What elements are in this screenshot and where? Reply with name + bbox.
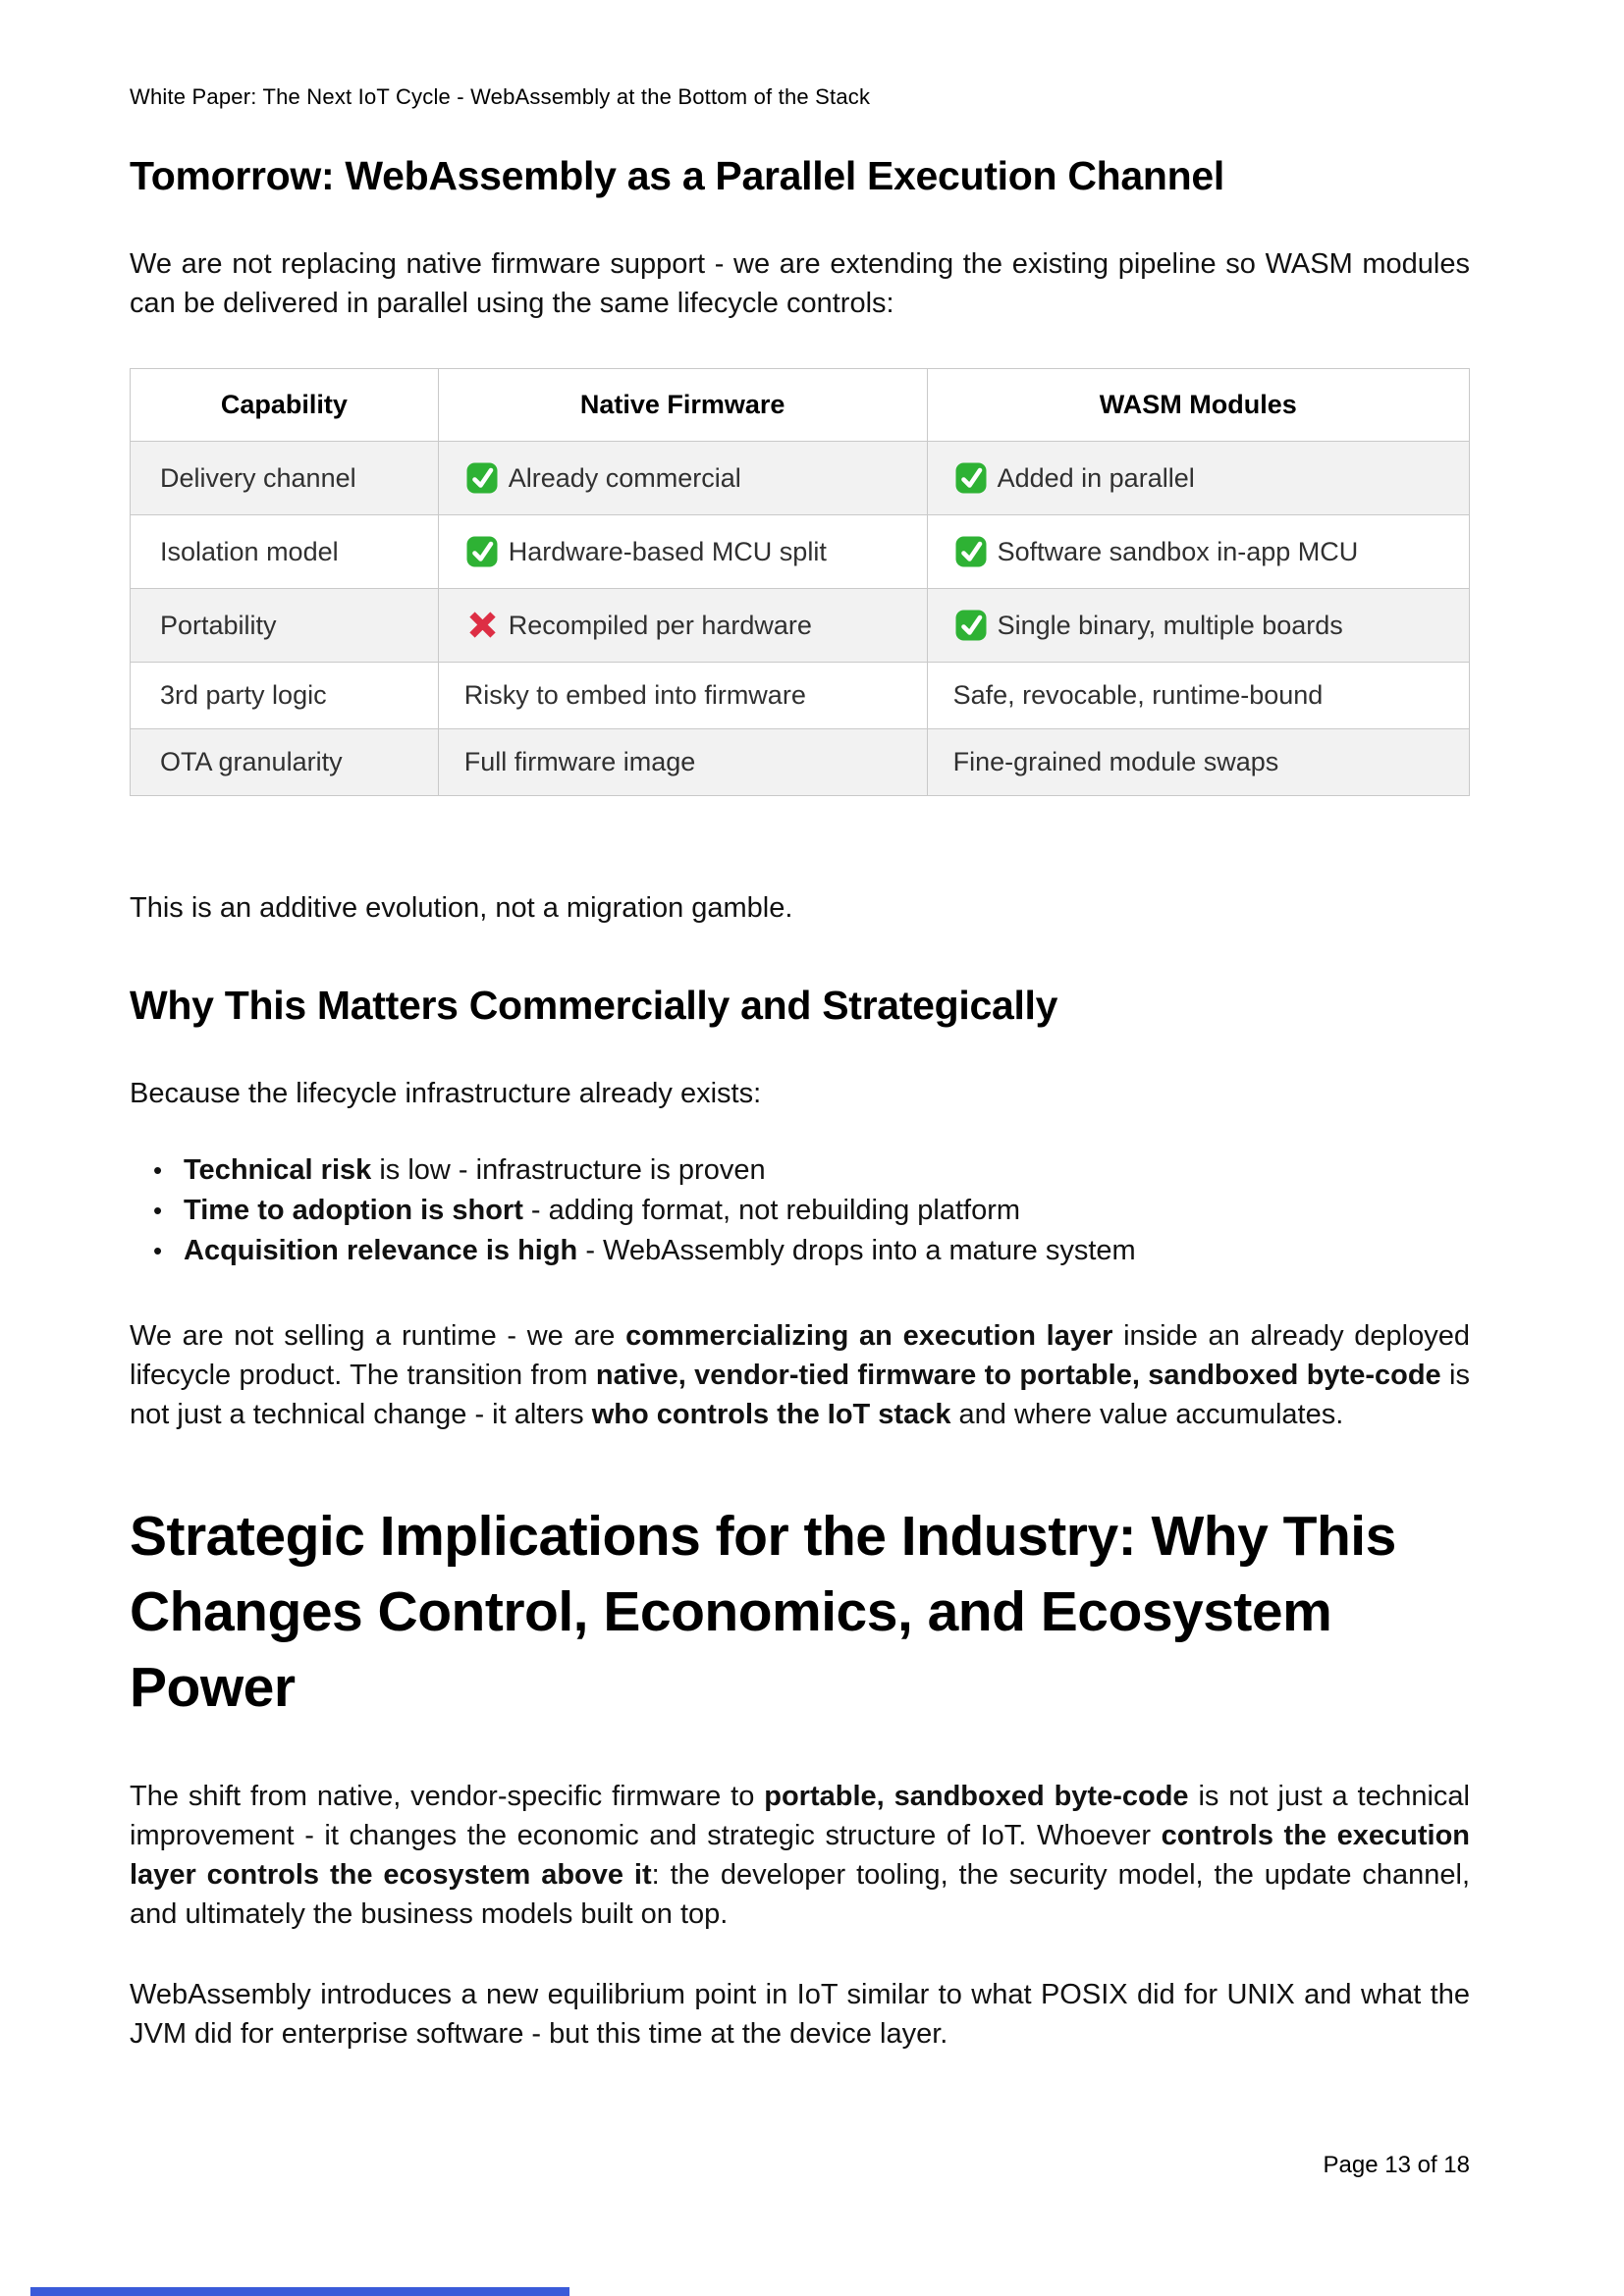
closing-statement: This is an additive evolution, not a migration gamble. (130, 892, 793, 924)
cell-capability: Isolation model (131, 515, 439, 589)
why-paragraph: We are not selling a runtime - we are commercializing an execution layer inside an already deployed lifecycle product. The transition from native, vendor-tied firmware to portable, sandboxed byte-code is not just a technical change - it alters who controls the IoT stack and where value accumulates. (130, 1320, 1471, 1430)
col-header-native-firmware: Native Firmware (438, 369, 927, 442)
why-lead: Because the lifecycle infrastructure already exists: (130, 1078, 762, 1109)
strategic-paragraph-2: WebAssembly introduces a new equilibrium point in IoT similar to what POSIX did for UNIX and what the JVM did for enterprise software - but this time at the device layer. (130, 1979, 1470, 2050)
document-header: White Paper: The Next IoT Cycle - WebAssembly at the Bottom of the Stack (130, 84, 871, 109)
table-row-isolation-model (131, 515, 1470, 589)
cell-text: Recompiled per hardware (508, 610, 812, 640)
cell-capability: Portability (131, 589, 439, 663)
check-icon (953, 533, 989, 570)
section-heading-why: Why This Matters Commercially and Strategically (130, 983, 1058, 1028)
cell-capability: 3rd party logic (131, 663, 439, 729)
check-icon (953, 607, 989, 644)
col-header-capability: Capability (131, 369, 439, 442)
comparison-table (130, 368, 1470, 796)
section-heading-tomorrow: Tomorrow: WebAssembly as a Parallel Execution Channel (130, 153, 1224, 198)
page-number: Page 13 of 18 (1323, 2152, 1470, 2178)
check-icon (464, 459, 500, 497)
cell-text: Fine-grained module swaps (952, 747, 1279, 776)
intro-paragraph: We are not replacing native firmware support - we are extending the existing pipeline so WASM modules can be delivered in parallel using the same lifecycle controls: (130, 248, 1470, 319)
cell-text: Software sandbox in-app MCU (997, 536, 1359, 566)
list-item-time-to-adoption: • Time to adoption is short - adding format, not rebuilding platform (130, 1191, 1470, 1231)
cell-text: Risky to embed into firmware (463, 680, 806, 710)
benefits-list (130, 1150, 1470, 1271)
table-row-delivery-channel (131, 442, 1470, 515)
table-row-portability (131, 589, 1470, 663)
cell-text: Single binary, multiple boards (997, 610, 1343, 640)
page-content (130, 0, 1470, 2054)
cell-capability: OTA granularity (131, 729, 439, 796)
cross-icon (464, 607, 500, 644)
check-icon (464, 533, 500, 570)
table-row-ota-granularity (131, 729, 1470, 796)
cell-text: Added in parallel (997, 462, 1195, 493)
check-icon (953, 459, 989, 497)
cell-text: Full firmware image (463, 747, 696, 776)
table-row-3rd-party-logic (131, 663, 1470, 729)
col-header-wasm-modules: WASM Modules (927, 369, 1469, 442)
cell-text: Hardware-based MCU split (508, 536, 827, 566)
bottom-page-edge-bar (30, 2287, 569, 2296)
strategic-paragraph-1: The shift from native, vendor-specific firmware to portable, sandboxed byte-code is not just a technical improvement - it changes the economic and strategic structure of IoT. Whoever controls the execution layer controls the ecosystem above it: the developer tooling, the security model, the update channel, and ultimately the business models built on top. (130, 1781, 1471, 1930)
cell-text: Already commercial (508, 462, 741, 493)
list-item-acquisition-relevance: • Acquisition relevance is high - WebAssembly drops into a mature system (130, 1231, 1470, 1271)
cell-capability: Delivery channel (131, 442, 439, 515)
list-item-technical-risk: • Technical risk is low - infrastructure is proven (130, 1150, 1470, 1191)
chapter-heading-strategic-implications: Strategic Implications for the Industry: Why This Changes Control, Economics, and Ecosystem Power (130, 1505, 1396, 1719)
table-header-row (131, 369, 1470, 442)
cell-text: Safe, revocable, runtime-bound (952, 680, 1324, 710)
